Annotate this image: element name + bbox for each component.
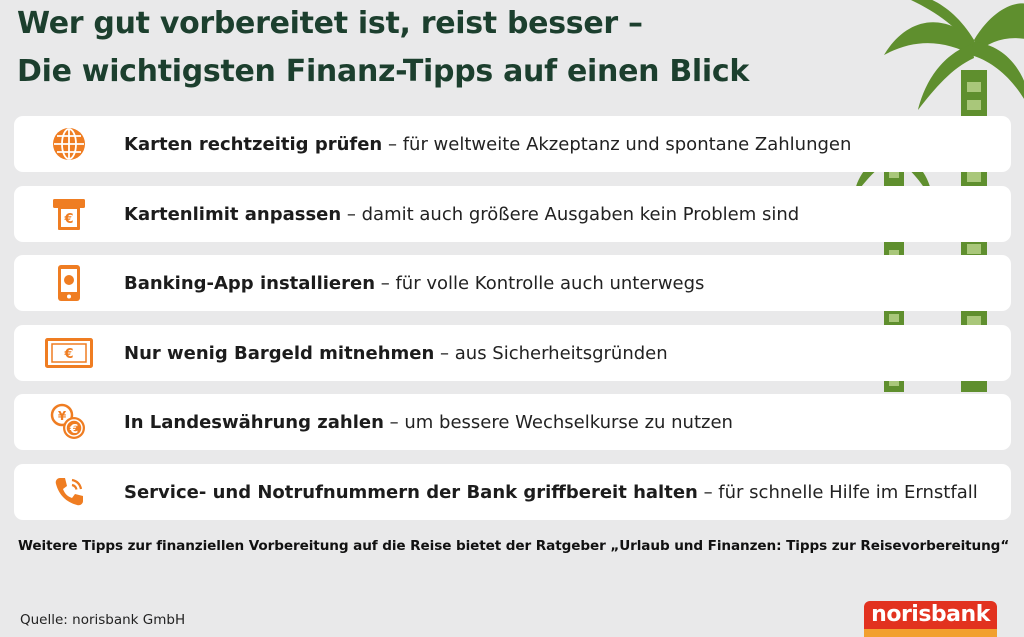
- tip-card-cards: [14, 116, 1011, 172]
- euro-glyph: €: [69, 422, 79, 436]
- smartphone-icon: [50, 264, 88, 302]
- tip-description: – aus Sicherheitsgründen: [434, 342, 668, 364]
- tip-title: Kartenlimit anpassen: [124, 203, 342, 225]
- yen-glyph: ¥: [57, 409, 67, 423]
- banknote-euro-glyph: €: [64, 347, 74, 362]
- logo-text: norisbank: [871, 602, 990, 627]
- tip-card-cash: [14, 325, 1011, 381]
- tip-text: [124, 343, 668, 364]
- tip-description: – um bessere Wechselkurse zu nutzen: [383, 411, 733, 433]
- title-line-2: Die wichtigsten Finanz-Tipps auf einen Blick: [17, 54, 749, 89]
- tip-text: [124, 482, 978, 503]
- tip-title: In Landeswährung zahlen: [124, 411, 384, 433]
- banknote-icon: [45, 338, 93, 368]
- tip-card-currency: [14, 394, 1011, 450]
- tip-text: [124, 204, 799, 225]
- tip-title: Banking-App installieren: [124, 272, 376, 294]
- logo-stripe: [864, 629, 997, 637]
- tip-card-limit: [14, 186, 1011, 242]
- tip-title: Nur wenig Bargeld mitnehmen: [124, 342, 435, 364]
- atm-euro-glyph: €: [64, 212, 74, 227]
- tip-card-app: [14, 255, 1011, 311]
- page-title: [17, 0, 749, 96]
- phone-icon: [51, 474, 87, 510]
- tip-description: – damit auch größere Ausgaben kein Problem sind: [341, 203, 800, 225]
- tip-description: – für schnelle Hilfe im Ernstfall: [697, 481, 978, 503]
- currency-exchange-icon: [49, 402, 89, 442]
- atm-icon: [50, 195, 88, 233]
- tip-title: Karten rechtzeitig prüfen: [124, 133, 383, 155]
- footer-note: Weitere Tipps zur finanziellen Vorbereitung auf die Reise bietet der Ratgeber „Urlaub und Finanzen: Tipps zur Reisevorbereitung“: [18, 538, 1010, 554]
- title-line-1: Wer gut vorbereitet ist, reist besser –: [17, 6, 643, 41]
- tip-text: [124, 134, 851, 155]
- tip-card-service: [14, 464, 1011, 520]
- tip-text: [124, 412, 733, 433]
- tip-description: – für weltweite Akzeptanz und spontane Zahlungen: [382, 133, 852, 155]
- norisbank-logo: [864, 601, 997, 637]
- tip-description: – für volle Kontrolle auch unterwegs: [375, 272, 705, 294]
- source-credit: Quelle: norisbank GmbH: [20, 612, 186, 628]
- tip-text: [124, 273, 704, 294]
- tip-title: Service- und Notrufnummern der Bank griffbereit halten: [124, 481, 698, 503]
- globe-icon: [50, 125, 88, 163]
